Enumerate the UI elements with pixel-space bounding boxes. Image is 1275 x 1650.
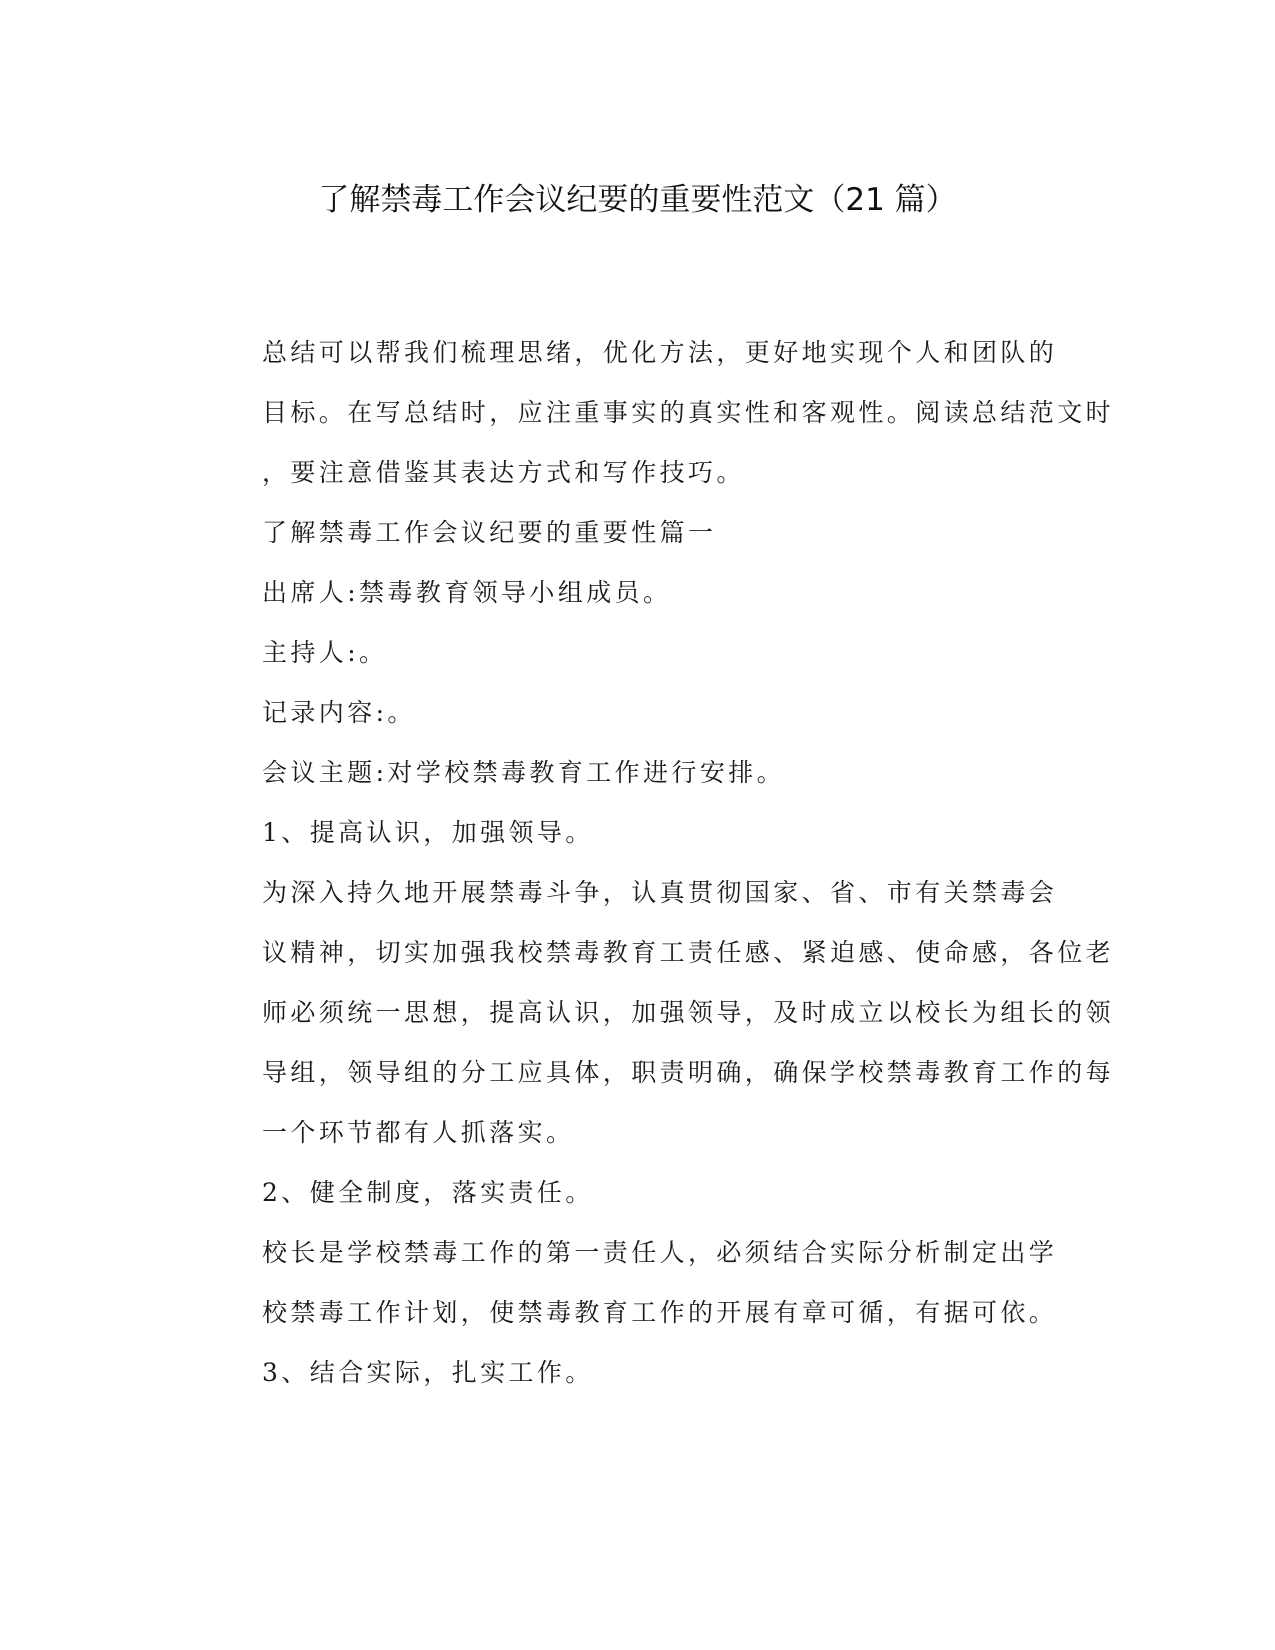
text-line: 为深入持久地开展禁毒斗争，认真贯彻国家、省、市有关禁毒会: [262, 878, 1058, 907]
text-line: 主持人:。: [262, 638, 388, 667]
text-line: 目标。在写总结时，应注重事实的真实性和客观性。阅读总结范文时: [262, 398, 1115, 427]
text-line: 导组，领导组的分工应具体，职责明确，确保学校禁毒教育工作的每: [262, 1058, 1115, 1087]
text-line: 会议主题:对学校禁毒教育工作进行安排。: [262, 758, 786, 787]
text-line: 了解禁毒工作会议纪要的重要性篇一: [262, 518, 717, 547]
text-line: 总结可以帮我们梳理思绪，优化方法，更好地实现个人和团队的: [262, 338, 1058, 367]
document-body: [190, 323, 1115, 1403]
paragraph-host: [190, 623, 1080, 683]
paragraph-record: [190, 683, 1080, 743]
text-line: 1、提高认识，加强领导。: [262, 818, 594, 847]
text-line: 记录内容:。: [262, 698, 416, 727]
list-item-heading: [190, 1163, 1080, 1223]
text-line: 校长是学校禁毒工作的第一责任人，必须结合实际分析制定出学: [262, 1238, 1058, 1267]
text-line: ，要注意借鉴其表达方式和写作技巧。: [262, 458, 745, 487]
paragraph-attendees: [190, 563, 1080, 623]
text-line: 3、结合实际，扎实工作。: [262, 1358, 594, 1387]
paragraph-intro: [190, 323, 1115, 503]
text-line: 校禁毒工作计划，使禁毒教育工作的开展有章可循，有据可依。: [262, 1298, 1058, 1327]
paragraph-body: [190, 1223, 1080, 1343]
text-line: 师必须统一思想，提高认识，加强领导，及时成立以校长为组长的领: [262, 998, 1115, 1027]
list-item-heading: [190, 803, 1080, 863]
section-heading: [190, 503, 1080, 563]
paragraph-body: [190, 863, 1115, 1163]
text-line: 一个环节都有人抓落实。: [262, 1118, 575, 1147]
paragraph-topic: [190, 743, 1080, 803]
document-title: 了解禁毒工作会议纪要的重要性范文（21 篇）: [318, 182, 957, 218]
text-line: 议精神，切实加强我校禁毒教育工责任感、紧迫感、使命感，各位老: [262, 938, 1115, 967]
list-item-heading: [190, 1343, 1080, 1403]
text-line: 出席人:禁毒教育领导小组成员。: [262, 578, 672, 607]
text-line: 2、健全制度，落实责任。: [262, 1178, 594, 1207]
